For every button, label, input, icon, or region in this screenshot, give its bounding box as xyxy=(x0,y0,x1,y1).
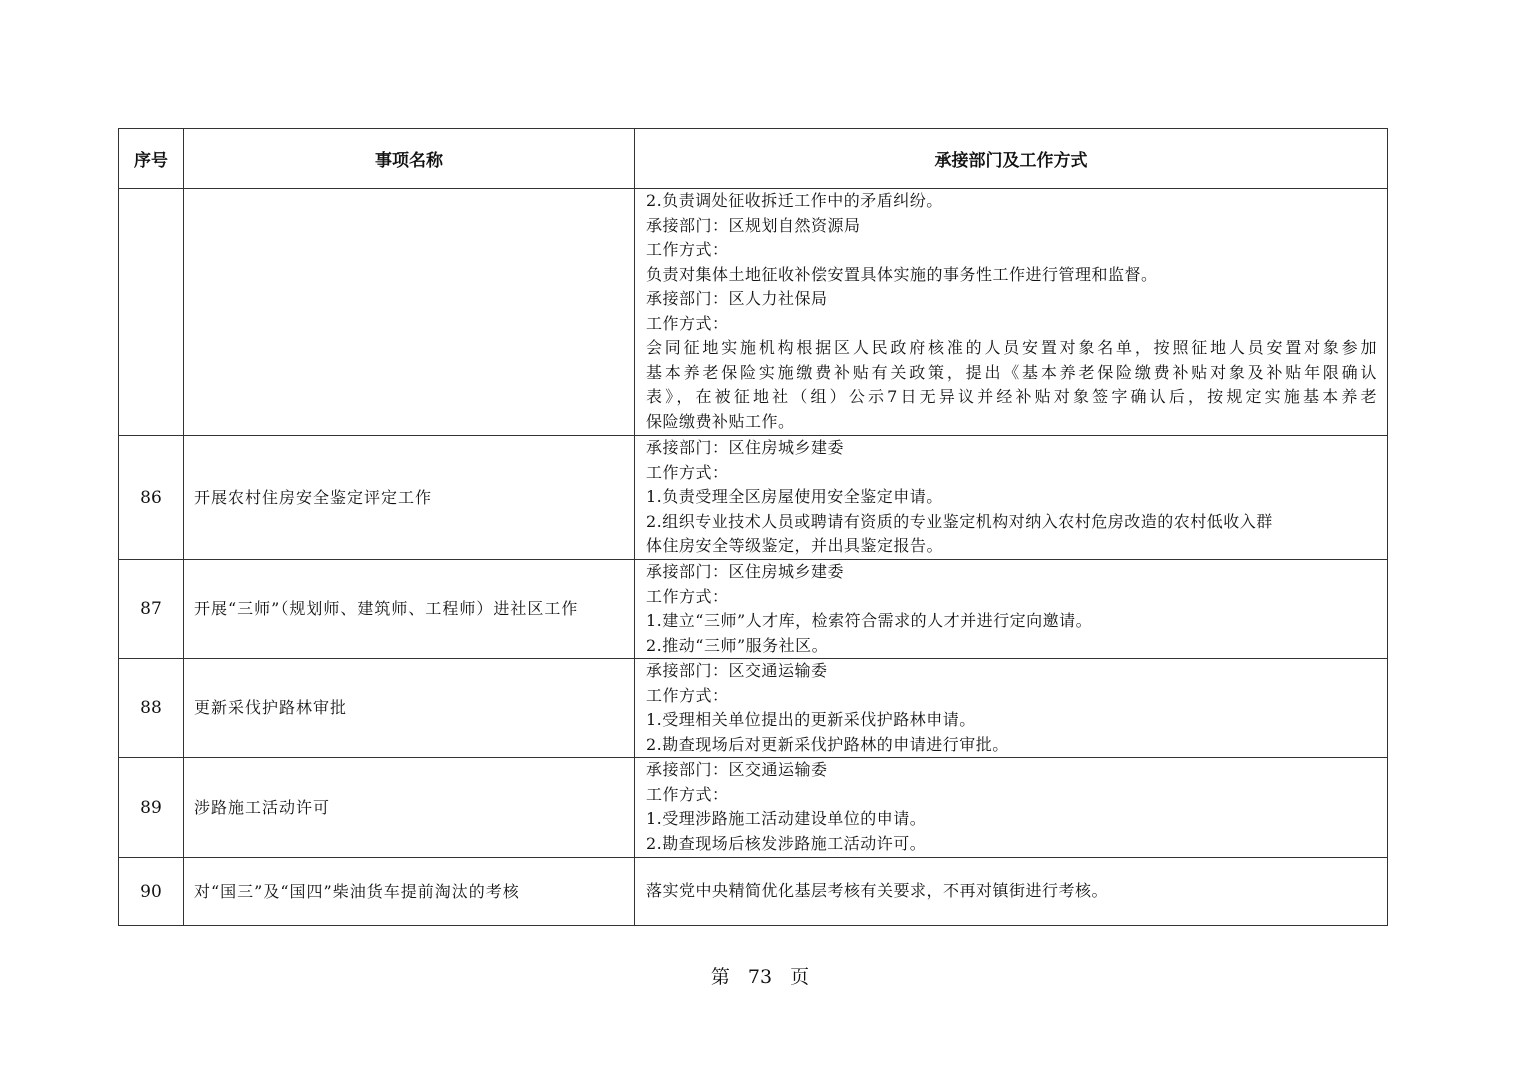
row-num: 87 xyxy=(119,560,184,659)
row-item-name: 涉路施工活动许可 xyxy=(184,758,635,858)
row-item-name: 对“国三”及“国四”柴油货车提前淘汰的考核 xyxy=(184,858,635,926)
row-num: 89 xyxy=(119,758,184,858)
method-line: 工作方式： xyxy=(646,462,729,482)
method-line: 会同征地实施机构根据区人民政府核准的人员安置对象名单，按照征地人员安置对象参加 xyxy=(646,338,1377,357)
method-line: 工作方式： xyxy=(646,313,729,333)
method-line: 体住房安全等级鉴定，并出具鉴定报告。 xyxy=(646,536,944,555)
method-line: 2.勘查现场后核发涉路施工活动许可。 xyxy=(646,833,927,853)
row-num: 90 xyxy=(119,858,184,926)
method-line: 2.推动“三师”服务社区。 xyxy=(646,635,829,655)
header-seq: 序号 xyxy=(119,129,184,189)
method-line: 2.组织专业技术人员或聘请有资质的专业鉴定机构对纳入农村危房改造的农村低收入群 xyxy=(646,511,1273,531)
table-row-88 xyxy=(119,659,1388,758)
method-line: 承接部门：区规划自然资源局 xyxy=(646,215,861,235)
method-line: 1.建立“三师”人才库，检索符合需求的人才并进行定向邀请。 xyxy=(646,611,1093,630)
page-number: 73 xyxy=(747,966,773,988)
row-method xyxy=(635,758,1388,858)
row-method xyxy=(635,858,1388,926)
table-row-86 xyxy=(119,436,1388,560)
row-method xyxy=(635,189,1388,436)
method-line: 承接部门：区住房城乡建委 xyxy=(646,438,845,457)
method-line: 承接部门：区人力社保局 xyxy=(646,289,828,308)
page-prefix: 第 xyxy=(710,966,730,988)
method-line: 承接部门：区交通运输委 xyxy=(646,760,828,779)
method-line: 工作方式： xyxy=(646,586,729,606)
table-row-87 xyxy=(119,560,1388,659)
method-line: 承接部门：区交通运输委 xyxy=(646,661,828,680)
method-line: 承接部门：区住房城乡建委 xyxy=(646,562,845,581)
row-item-name: 更新采伐护路林审批 xyxy=(184,659,635,758)
items-table xyxy=(118,128,1388,926)
method-line: 1.受理相关单位提出的更新采伐护路林申请。 xyxy=(646,710,976,729)
table-row-90 xyxy=(119,858,1388,926)
page-suffix: 页 xyxy=(790,966,810,988)
method-line: 表》，在被征地社（组）公示7日无异议并经补贴对象签字确认后，按规定实施基本养老 xyxy=(646,387,1377,406)
row-item-name: 开展农村住房安全鉴定评定工作 xyxy=(184,436,635,560)
row-name-empty xyxy=(184,189,635,436)
table-row-continued xyxy=(119,189,1388,436)
table-row-89 xyxy=(119,758,1388,858)
header-dept-method: 承接部门及工作方式 xyxy=(635,129,1388,189)
method-line: 工作方式： xyxy=(646,784,729,804)
method-line: 基本养老保险实施缴费补贴有关政策，提出《基本养老保险缴费补贴对象及补贴年限确认 xyxy=(646,362,1377,382)
method-line: 1.受理涉路施工活动建设单位的申请。 xyxy=(646,809,927,828)
method-line: 1.负责受理全区房屋使用安全鉴定申请。 xyxy=(646,487,943,506)
row-method xyxy=(635,659,1388,758)
row-method xyxy=(635,560,1388,659)
method-line: 负责对集体土地征收补偿安置具体实施的事务性工作进行管理和监督。 xyxy=(646,264,1158,284)
row-method xyxy=(635,436,1388,560)
method-line: 工作方式： xyxy=(646,685,729,705)
row-num: 88 xyxy=(119,659,184,758)
method-line: 2.负责调处征收拆迁工作中的矛盾纠纷。 xyxy=(646,191,943,210)
row-num: 86 xyxy=(119,436,184,560)
table-header-row xyxy=(119,129,1388,189)
row-item-name: 开展“三师”（规划师、建筑师、工程师）进社区工作 xyxy=(184,560,635,659)
method-line: 保险缴费补贴工作。 xyxy=(646,411,795,431)
method-line: 2.勘查现场后对更新采伐护路林的申请进行审批。 xyxy=(646,734,1009,754)
row-num-empty xyxy=(119,189,184,436)
method-line: 工作方式： xyxy=(646,240,729,259)
header-item-name: 事项名称 xyxy=(184,129,635,189)
method-line: 落实党中央精简优化基层考核有关要求，不再对镇街进行考核。 xyxy=(646,881,1109,901)
page-footer xyxy=(0,962,1520,989)
